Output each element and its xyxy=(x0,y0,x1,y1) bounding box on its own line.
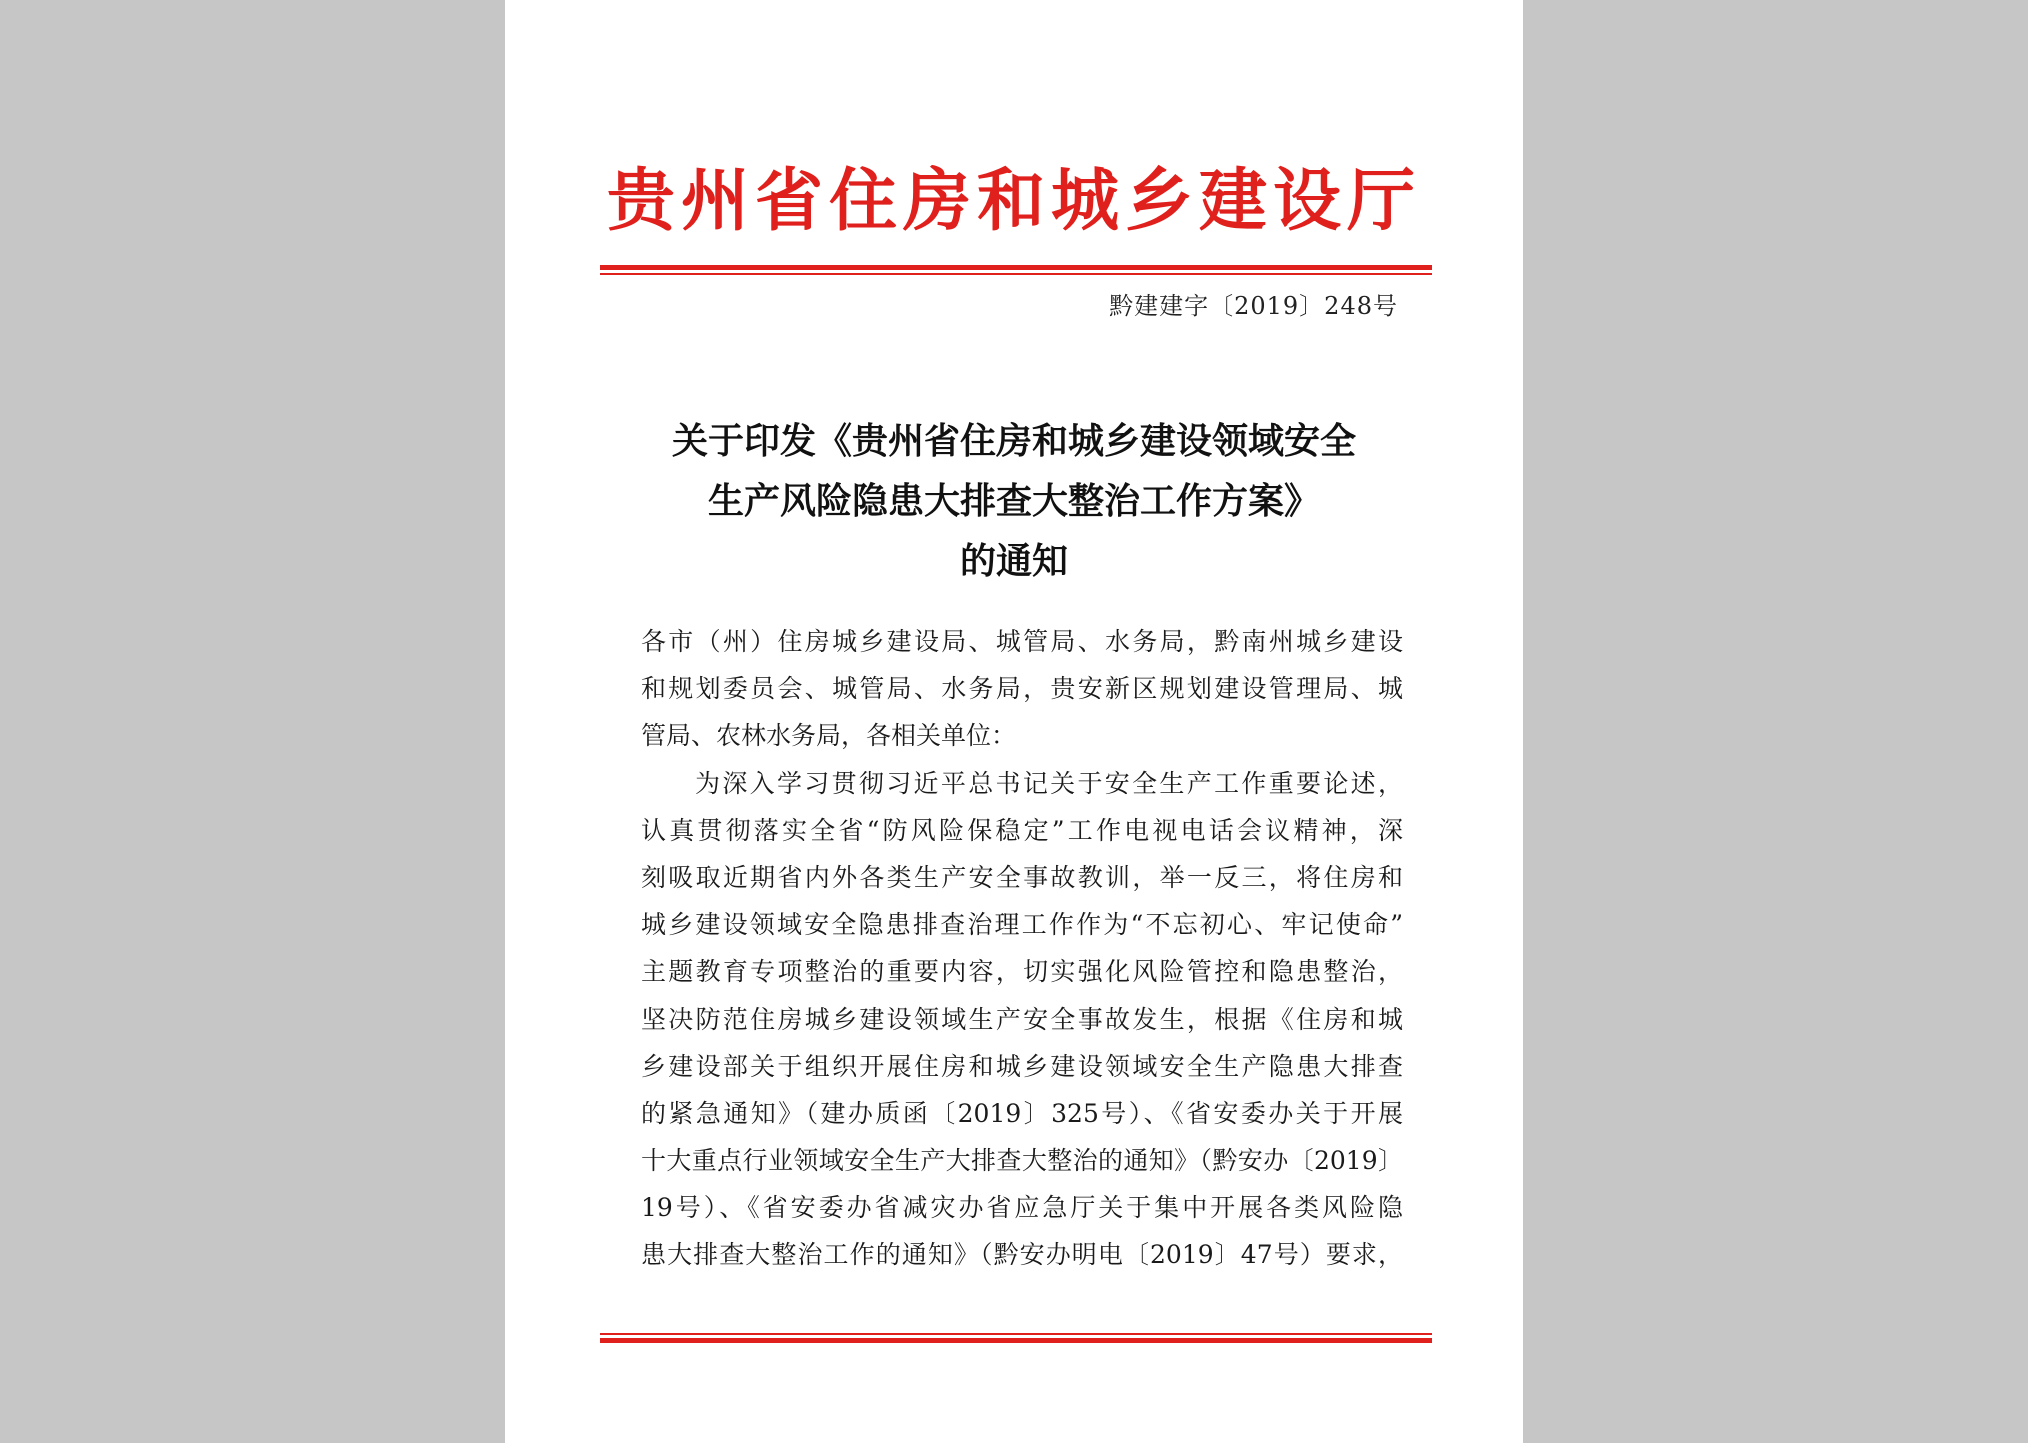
title-line: 生产风险隐患大排查大整治工作方案》 xyxy=(707,481,1320,522)
paragraph-line: 认真贯彻落实全省“防风险保稳定”工作电视电话会议精神，深 xyxy=(641,815,1403,845)
paragraph-line: 为深入学习贯彻习近平总书记关于安全生产工作重要论述， xyxy=(695,768,1403,798)
title-line: 关于印发《贵州省住房和城乡建设领域安全 xyxy=(671,421,1356,462)
paragraph-line: 十大重点行业领域安全生产大排查大整治的通知》（黔安办〔2019〕 xyxy=(641,1146,1403,1176)
document-body xyxy=(641,618,1403,1279)
paragraph-line: 患大排查大整治工作的通知》（黔安办明电〔2019〕47号）要求， xyxy=(641,1240,1403,1270)
document-number: 黔建建字〔2019〕248号 xyxy=(1109,292,1398,320)
addressee-line: 管局、农林水务局，各相关单位： xyxy=(641,721,1017,751)
paragraph-line: 19号）、《省安委办省减灾办省应急厅关于集中开展各类风险隐 xyxy=(641,1193,1403,1223)
addressee-line: 各市（州）住房城乡建设局、城管局、水务局，黔南州城乡建设 xyxy=(641,627,1403,656)
addressee-line: 和规划委员会、城管局、水务局，贵安新区规划建设管理局、城 xyxy=(641,674,1403,704)
footer-rule-thick xyxy=(600,1338,1432,1343)
header-rule-thin xyxy=(600,273,1432,275)
paragraph-line: 乡建设部关于组织开展住房和城乡建设领域安全生产隐患大排查 xyxy=(641,1051,1403,1081)
paragraph-line: 城乡建设领域安全隐患排查治理工作作为“不忘初心、牢记使命” xyxy=(641,910,1403,940)
document-title xyxy=(505,412,1523,592)
footer-rule-thin xyxy=(600,1333,1432,1335)
title-line: 的通知 xyxy=(959,541,1068,582)
paragraph-line: 刻吸取近期省内外各类生产安全事故教训，举一反三，将住房和 xyxy=(641,862,1403,892)
paragraph-line: 坚决防范住房城乡建设领域生产安全事故发生，根据《住房和城 xyxy=(641,1004,1403,1034)
paragraph-line: 主题教育专项整治的重要内容，切实强化风险管控和隐患整治， xyxy=(641,957,1403,987)
issuer-header: 贵州省住房和城乡建设厅 xyxy=(606,162,1421,241)
header-rule-thick xyxy=(600,265,1432,270)
paragraph-line: 的紧急通知》（建办质函〔2019〕325号）、《省安委办关于开展 xyxy=(641,1098,1403,1128)
document-page xyxy=(505,0,1523,1443)
